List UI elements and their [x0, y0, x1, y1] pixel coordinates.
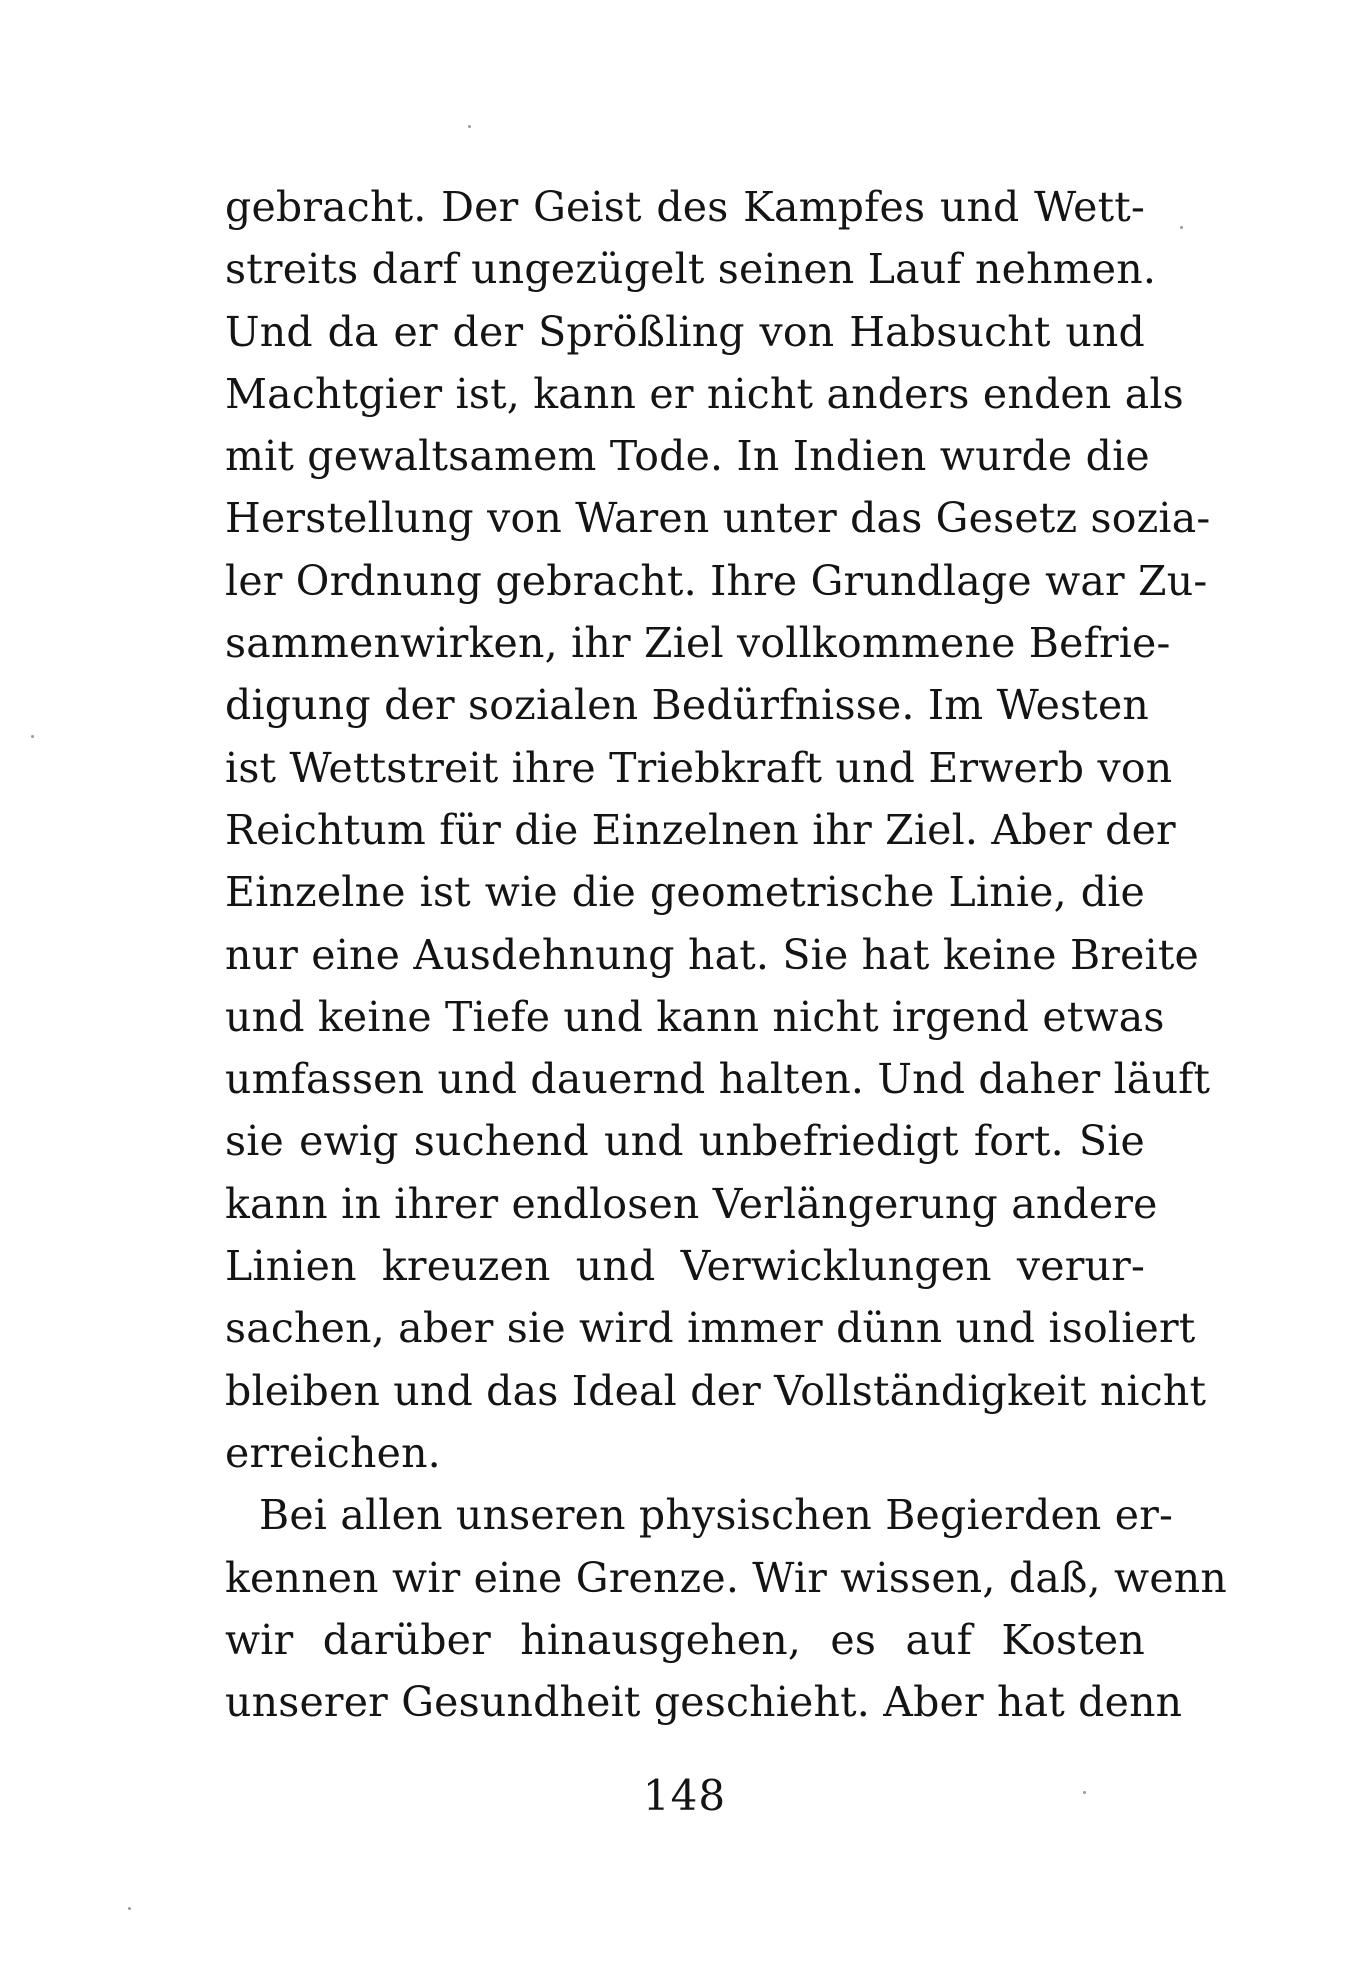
text-line: umfassen und dauernd halten. Und daher läuft	[225, 1055, 1211, 1104]
text-line: Und da er der Sprößling von Habsucht und	[225, 307, 1145, 356]
text-line: Reichtum für die Einzelnen ihr Ziel. Aber der	[225, 805, 1176, 854]
paper-speck	[128, 1907, 131, 1910]
text-line: wir darüber hinausgehen, es auf Kosten	[225, 1615, 1145, 1664]
paragraph	[225, 176, 1211, 1484]
paper-speck	[1180, 226, 1183, 229]
text-line: kennen wir eine Grenze. Wir wissen, daß, wenn	[225, 1553, 1227, 1602]
paper-speck	[1083, 1791, 1086, 1794]
paper-speck	[31, 735, 34, 738]
text-line: kann in ihrer endlosen Verlängerung andere	[225, 1179, 1158, 1228]
text-line: Machtgier ist, kann er nicht anders enden als	[225, 369, 1184, 418]
text-line: Herstellung von Waren unter das Gesetz sozia-	[225, 494, 1211, 543]
text-line: mit gewaltsamem Tode. In Indien wurde die	[225, 432, 1150, 481]
page-number: 148	[642, 1771, 727, 1820]
text-line: Einzelne ist wie die geometrische Linie, die	[225, 868, 1145, 917]
text-line: ler Ordnung gebracht. Ihre Grundlage war Zu-	[225, 556, 1208, 605]
text-line: sammenwirken, ihr Ziel vollkommene Befrie-	[225, 619, 1171, 668]
text-line: unserer Gesundheit geschieht. Aber hat denn	[225, 1678, 1183, 1727]
text-line: Bei allen unseren physischen Begierden er-	[259, 1491, 1174, 1540]
text-line: sie ewig suchend und unbefriedigt fort. Sie	[225, 1117, 1145, 1166]
body-text	[225, 176, 1227, 1733]
paragraph	[225, 1484, 1227, 1733]
text-line: Linien kreuzen und Verwicklungen verur-	[225, 1242, 1145, 1291]
text-line: sachen, aber sie wird immer dünn und isoliert	[225, 1304, 1196, 1353]
text-line: gebracht. Der Geist des Kampfes und Wett-	[225, 183, 1145, 231]
text-line: bleiben und das Ideal der Vollständigkeit nicht	[225, 1366, 1207, 1415]
text-line: ist Wettstreit ihre Triebkraft und Erwerb von	[225, 743, 1173, 792]
text-line: erreichen.	[225, 1428, 441, 1477]
text-line: streits darf ungezügelt seinen Lauf nehmen.	[225, 245, 1157, 294]
text-line: nur eine Ausdehnung hat. Sie hat keine Breite	[225, 930, 1200, 979]
paper-speck	[468, 125, 471, 128]
text-line: digung der sozialen Bedürfnisse. Im Westen	[225, 681, 1150, 730]
text-line: und keine Tiefe und kann nicht irgend etwas	[225, 992, 1165, 1041]
